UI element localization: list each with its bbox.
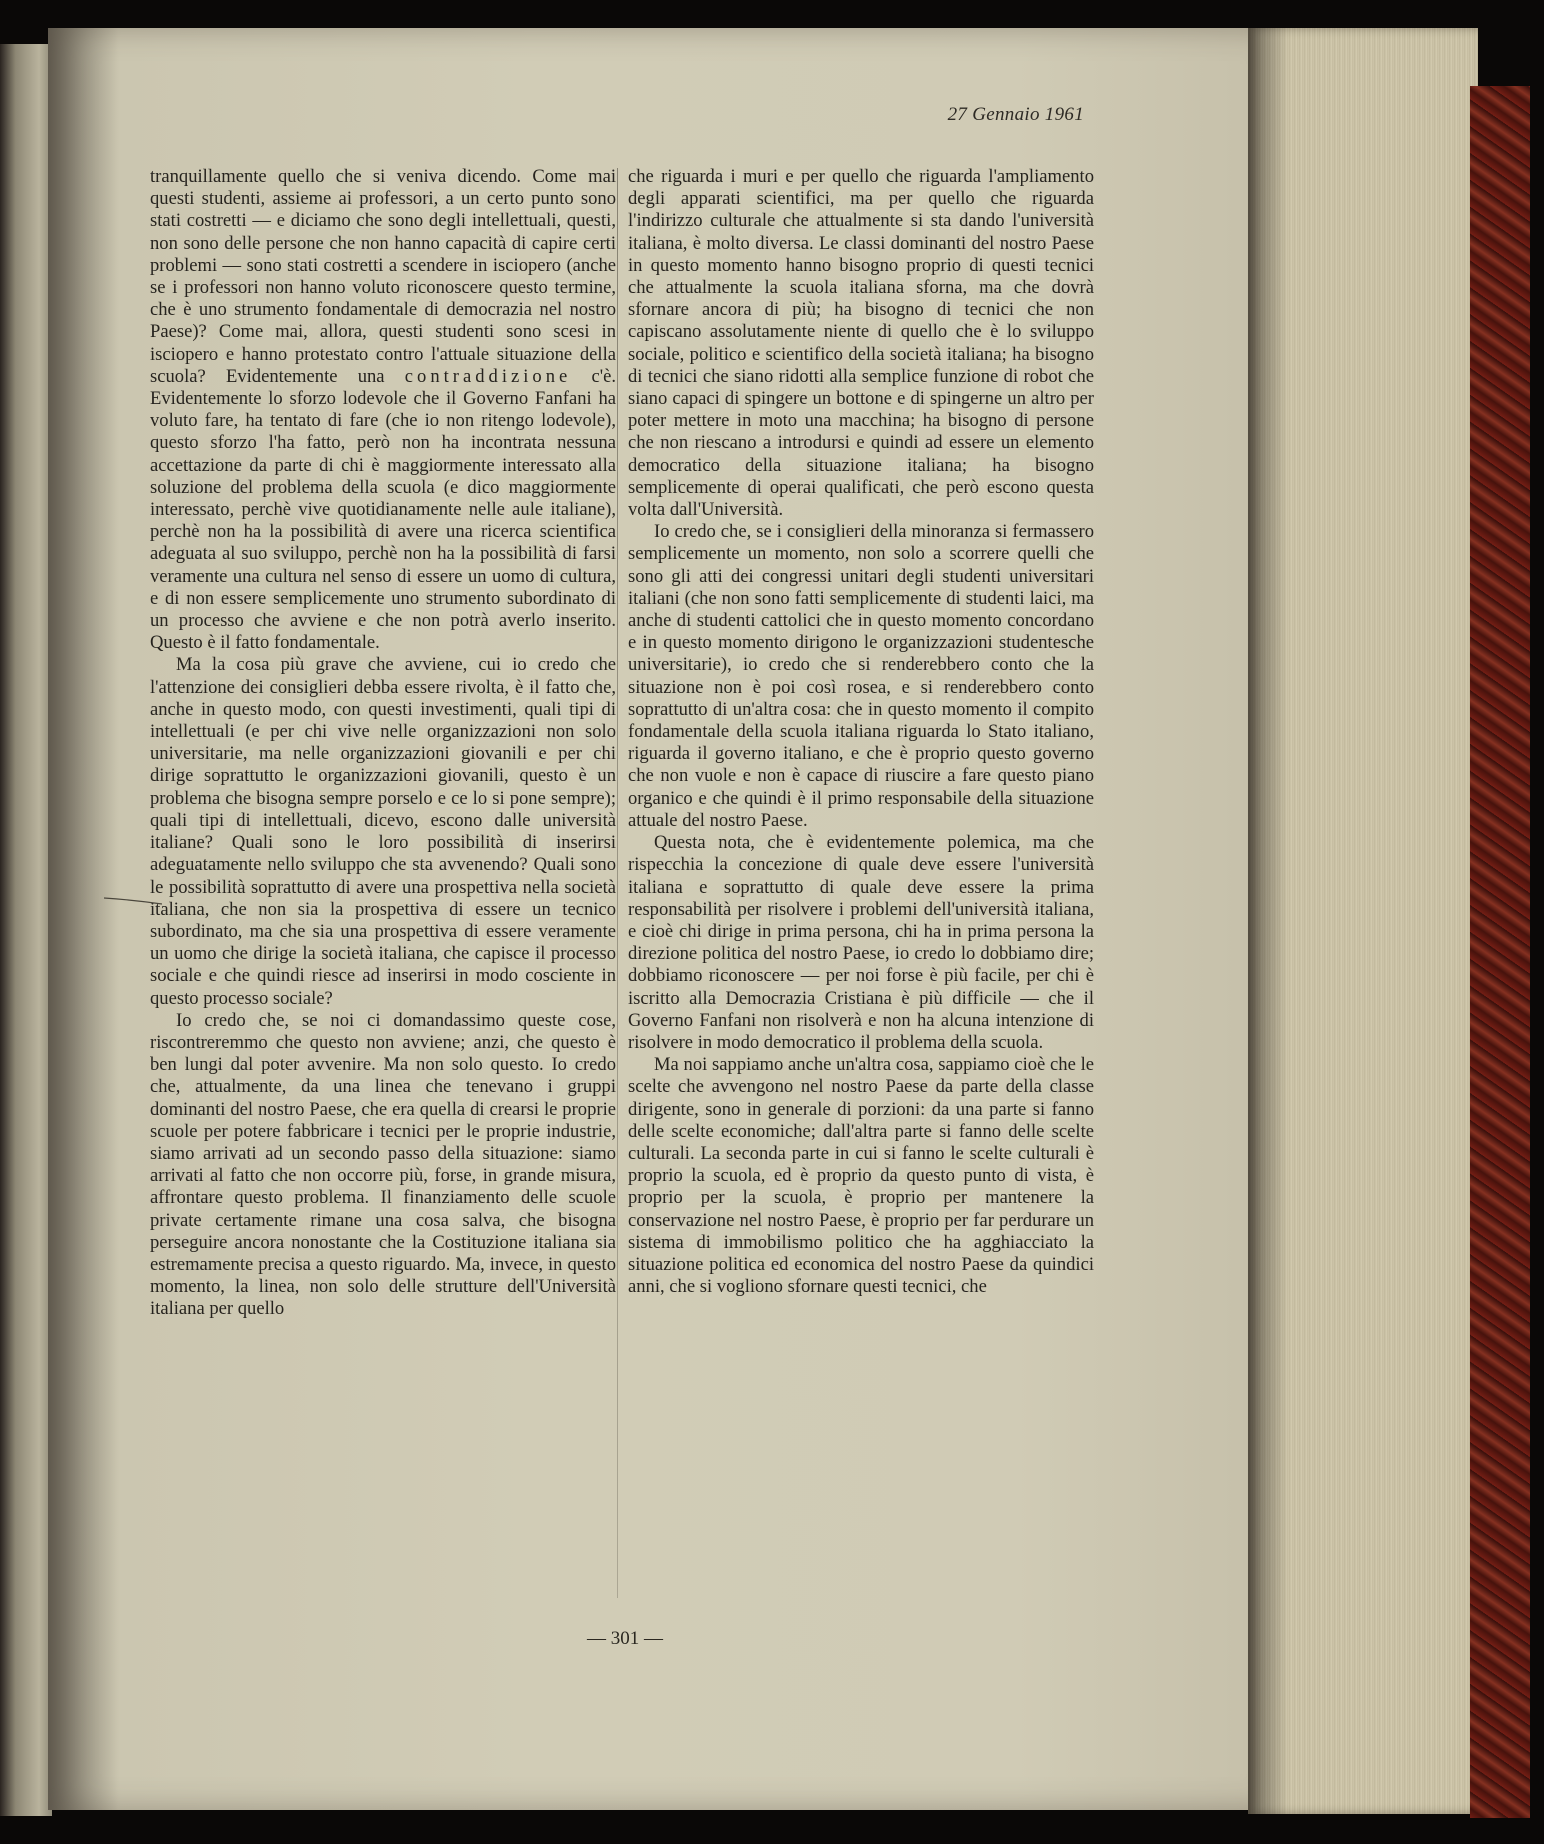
page-stack-shadow: [1248, 28, 1288, 1814]
left-paragraph-2: Ma la cosa più grave che avviene, cui io credo che l'attenzione dei consiglieri debba essere rivolta, è il fatto che, anche in questo modo, con questi investimenti, quali tipi di intellettuali (e per chi vive nelle organizzazioni non solo universitarie, ma nelle organizzazioni giovanili e per chi dirige soprattutto le organizzazioni giovanili, questo è un problema che bisogna sempre porselo e ce lo si pone sempre); quali tipi di intellettuali, dicevo, escono dalle università italiane? Quali sono le loro possibilità di inserirsi adeguatamente nello sviluppo che sta avvenendo? Quali sono le possibilità soprattutto di avere una prospettiva nella società italiana, che non sia la prospettiva di essere un tecnico subordinato, ma che sia una prospettiva di essere veramente un uomo che dirige la società italiana, che capisce il processo sociale e che quindi riesce ad inserirsi in modo cosciente in questo processo sociale?: [150, 654, 616, 1009]
marbled-cover: [1470, 86, 1530, 1818]
pencil-margin-mark: [104, 896, 162, 906]
page-header-date: 27 Gennaio 1961: [947, 104, 1084, 125]
left-p1-text-b: c'è. Evidentemente lo sforzo lodevole che il Governo Fanfani ha voluto fare, ha tentato di fare (che io non ritengo lodevole), questo sforzo l'ha fatto, però non ha incontrata nessuna accettazione da parte di chi è maggiormente interessato alla soluzione del problema della scuola (e dico maggiormente interessato, perchè vive quotidianamente nelle aule italiane), perchè non ha la possibilità di avere una ricerca scientifica adeguata al suo sviluppo, perchè non ha la possibilità di farsi veramente una cultura nel senso di essere un uomo di cultura, e di non essere semplicemente uno strumento subordinato di un processo che avviene e che non potrà averlo inserito. Questo è il fatto fondamentale.: [150, 365, 616, 654]
left-paragraph-3: Io credo che, se noi ci domandassimo queste cose, riscontreremmo che questo non avviene; anzi, che questo è ben lungi dal poter avvenire. Ma non solo questo. Io credo che, attualmente, da una linea che tenevano i gruppi dominanti del nostro Paese, che era quella di crearsi le proprie scuole per potere fabbricare i tecnici per le proprie industrie, siamo arrivati ad un secondo passo della situazione: siamo arrivati al fatto che non occorre più, forse, in grande misura, affrontare questo problema. Il finanziamento delle scuole private certamente rimane una cosa salva, che bisogna perseguire ancora nonostante che la Costituzione italiana sia estremamente precisa a questo riguardo. Ma, invece, in questo momento, la linea, non solo delle strutture dell'Università italiana per quello: [150, 1009, 616, 1320]
column-divider: [617, 168, 618, 1598]
right-paragraph-3: Questa nota, che è evidentemente polemica, ma che rispecchia la concezione di quale deve essere l'università italiana e soprattutto di quale deve essere la prima responsabilità per risolvere i problemi dell'università italiana, e cioè chi dirige in prima persona, chi ha in prima persona la direzione politica del nostro Paese, io credo lo dobbiamo dire; dobbiamo riconoscere — per noi forse è più facile, per chi è iscritto alla Democrazia Cristiana è più difficile — che il Governo Fanfani non risolverà e non ha alcuna intenzione di risolvere in modo democratico il problema della scuola.: [628, 832, 1094, 1053]
right-paragraph-1: che riguarda i muri e per quello che riguarda l'ampliamento degli apparati scientifici, ma per quello che riguarda l'indirizzo culturale che attualmente si sta dando l'università italiana, è molto diversa. Le classi dominanti del nostro Paese in questo momento hanno bisogno proprio di questi tecnici che attualmente la scuola italiana sforna, ma che dovrà sfornare ancora di più; ha bisogno di tecnici che non capiscano assolutamente niente di quello che è lo sviluppo sociale, politico e scientifico della società italiana; ha bisogno di tecnici che siano ridotti alla semplice funzione di robot che siano capaci di spingere un bottone e di spingerne un altro per poter mettere in moto una macchina; ha bisogno di persone che non riescano a introdursi e quindi ad essere un elemento democratico della situazione italiana; ha bisogno semplicemente di operai qualificati, che però escono questa volta dall'Università.: [628, 166, 1094, 521]
previous-page-edge: [0, 44, 52, 1816]
left-p1-spaced-word: contraddizione: [404, 365, 572, 387]
gutter-shadow: [48, 28, 118, 1810]
right-paragraph-4: Ma noi sappiamo anche un'altra cosa, sappiamo cioè che le scelte che avvengono nel nostro Paese da parte della classe dirigente, sono in generale di porzioni: da una parte si fanno delle scelte economiche; dall'altra parte si fanno delle scelte culturali. La seconda parte in cui si fanno le scelte culturali è proprio la scuola, ed è proprio da questo punto di vista, è proprio per la scuola, è proprio per mantenere la conservazione nel nostro Paese, è proprio per far perdurare un sistema di immobilismo politico che ha agghiacciato la situazione politica ed economica del nostro Paese da quindici anni, che si vogliono sfornare questi tecnici, che: [628, 1054, 1094, 1298]
page-number: — 301 —: [587, 1628, 663, 1649]
right-text-column: [628, 166, 1094, 1298]
left-p1-text-a: tranquillamente quello che si veniva dicendo. Come mai questi studenti, assieme ai professori, a un certo punto sono stati costretti — e diciamo che sono degli intellettuali, questi, non sono delle persone che non hanno capacità di capire certi problemi — sono stati costretti a scendere in isciopero (anche se i professori non hanno voluto riconoscere questo termine, che è uno strumento fondamentale di democrazia nel nostro Paese)? Come mai, allora, questi studenti sono scesi in isciopero e hanno protestato contro l'attuale situazione della scuola? Evidentemente una: [150, 166, 616, 387]
left-paragraph-1: [150, 166, 616, 654]
left-text-column: [150, 166, 616, 1321]
right-paragraph-2: Io credo che, se i consiglieri della minoranza si fermassero semplicemente un momento, non solo a scorrere quelli che sono gli atti dei congressi unitari degli studenti universitari italiani (che non sono fatti semplicemente di studenti laici, ma anche di studenti cattolici che in questo momento concordano e in questo momento dirigono le organizzazioni studentesche universitarie), io credo che si renderebbero conto che la situazione non è poi così rosea, e si renderebbero conto soprattutto di un'altra cosa: che in questo momento il compito fondamentale della scuola italiana riguarda lo Stato italiano, riguarda il governo italiano, e che è proprio questo governo che non vuole e non è capace di riuscire a fare questo piano organico e che quindi è il primo responsabile della situazione attuale del nostro Paese.: [628, 521, 1094, 831]
